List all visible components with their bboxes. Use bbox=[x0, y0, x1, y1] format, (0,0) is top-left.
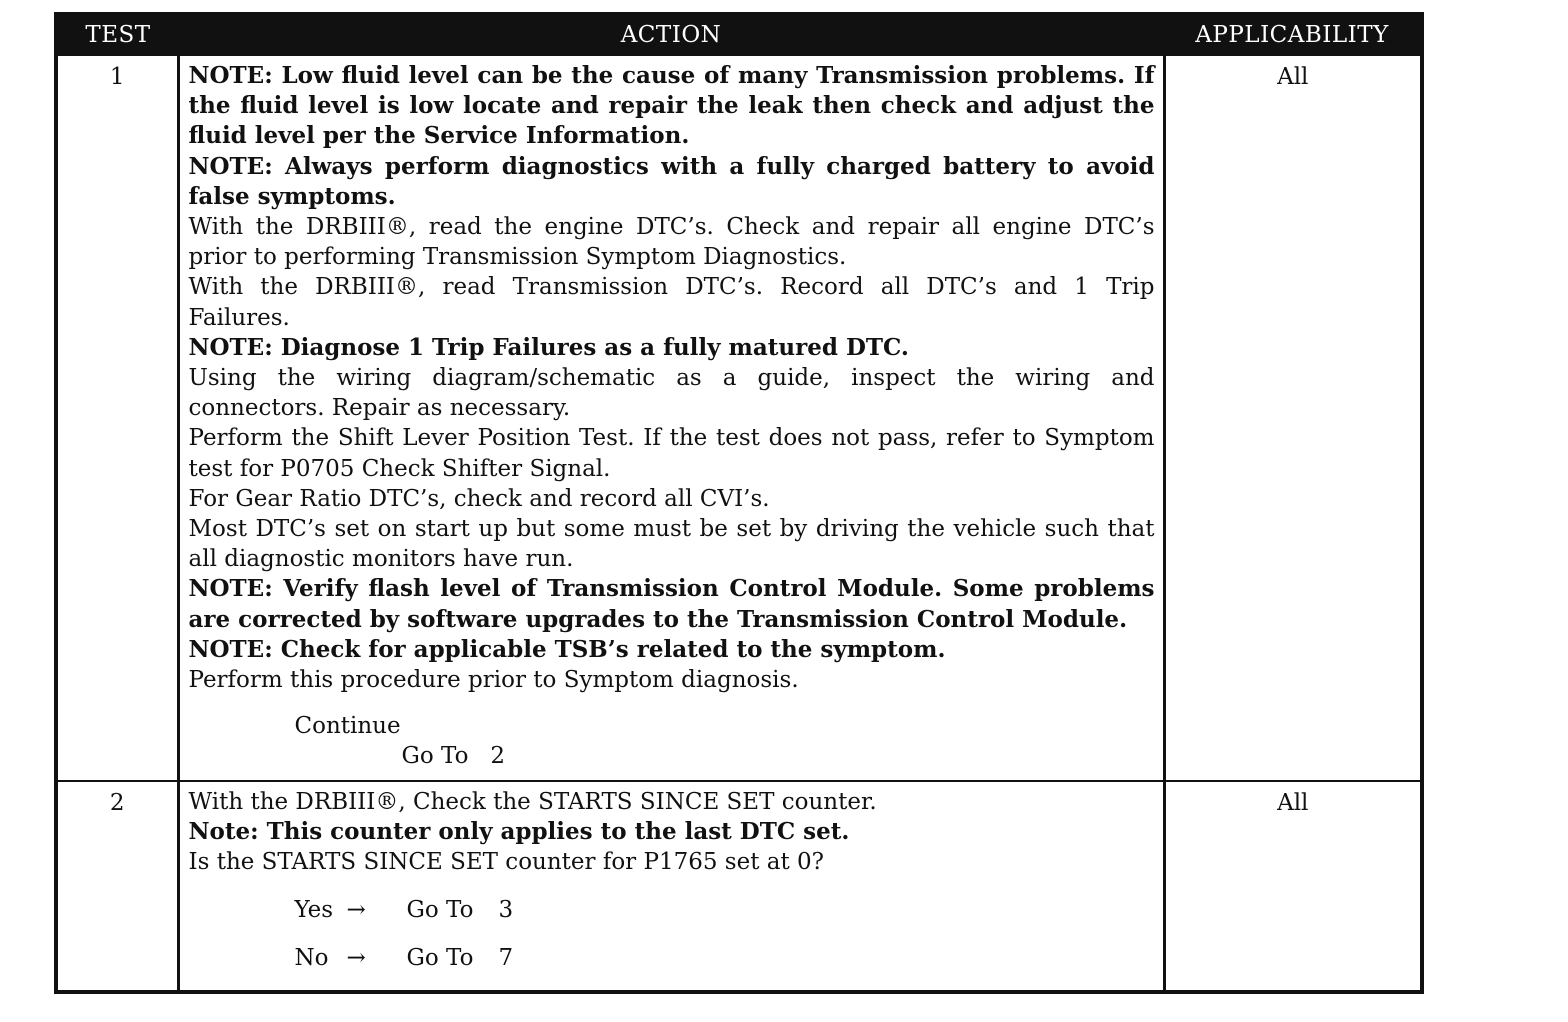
option-no bbox=[189, 943, 1155, 973]
test-number: 1 bbox=[56, 55, 178, 781]
action-line: Using the wiring diagram/schematic as a guide, inspect the wiring and connectors. Repair as necessary. bbox=[188, 365, 1155, 422]
arrow-right-icon: → bbox=[346, 897, 366, 924]
goto-label: Go To bbox=[406, 945, 474, 972]
applicability-value: All bbox=[1164, 781, 1422, 992]
action-line: With the DRBIII®, read Transmission DTC’s. Record all DTC’s and 1 Trip Failures. bbox=[188, 274, 1155, 331]
arrow-right-icon: → bbox=[346, 945, 366, 972]
action-line: Perform the Shift Lever Position Test. If the test does not pass, refer to Symptom test for P0705 Check Shifter Signal. bbox=[188, 425, 1155, 482]
goto-target: 3 bbox=[498, 897, 514, 924]
note-line: NOTE: Check for applicable TSB’s related to the symptom. bbox=[188, 635, 946, 663]
action-line: With the DRBIII®, read the engine DTC’s. Check and repair all engine DTC’s prior to performing Transmission Symptom Diagnostics. bbox=[188, 214, 1155, 271]
action-line: Most DTC’s set on start up but some must be set by driving the vehicle such that all diagnostic monitors have run. bbox=[188, 516, 1155, 573]
diagnostic-procedure-table bbox=[54, 12, 1424, 994]
action-cell bbox=[178, 55, 1164, 781]
option-yes bbox=[189, 895, 1155, 925]
applicability-value: All bbox=[1164, 55, 1422, 781]
goto-step-2: Go To 2 bbox=[401, 743, 505, 770]
action-line: For Gear Ratio DTC’s, check and record all CVI’s. bbox=[188, 485, 770, 512]
note-line: Note: This counter only applies to the last DTC set. bbox=[188, 817, 850, 845]
action-line: With the DRBIII®, Check the STARTS SINCE SET counter. bbox=[188, 788, 877, 815]
action-line: Perform this procedure prior to Symptom diagnosis. bbox=[188, 667, 799, 694]
goto-target: 7 bbox=[498, 945, 514, 972]
continue-label: Continue bbox=[294, 713, 401, 740]
header-row bbox=[56, 14, 1422, 55]
action-cell bbox=[178, 781, 1164, 992]
option-label: No bbox=[294, 945, 329, 972]
table-row bbox=[56, 781, 1422, 992]
table-row bbox=[56, 55, 1422, 781]
question-line: Is the STARTS SINCE SET counter for P1765 set at 0? bbox=[188, 849, 825, 876]
test-number: 2 bbox=[56, 781, 178, 992]
note-line: NOTE: Diagnose 1 Trip Failures as a fully matured DTC. bbox=[188, 333, 909, 361]
option-label: Yes bbox=[294, 897, 334, 924]
header-action: ACTION bbox=[178, 14, 1164, 55]
goto-label: Go To bbox=[406, 897, 474, 924]
header-test: TEST bbox=[56, 14, 178, 55]
note-line: NOTE: Always perform diagnostics with a fully charged battery to avoid false symptoms. bbox=[188, 152, 1155, 210]
header-applicability: APPLICABILITY bbox=[1164, 14, 1422, 55]
note-line: NOTE: Low fluid level can be the cause of many Transmission problems. If the fluid level is low locate and repair the leak then check and adjust the fluid level per the Service Information. bbox=[188, 62, 1155, 150]
note-line: NOTE: Verify flash level of Transmission Control Module. Some problems are corrected by software upgrades to the Transmission Control Module. bbox=[188, 575, 1155, 633]
